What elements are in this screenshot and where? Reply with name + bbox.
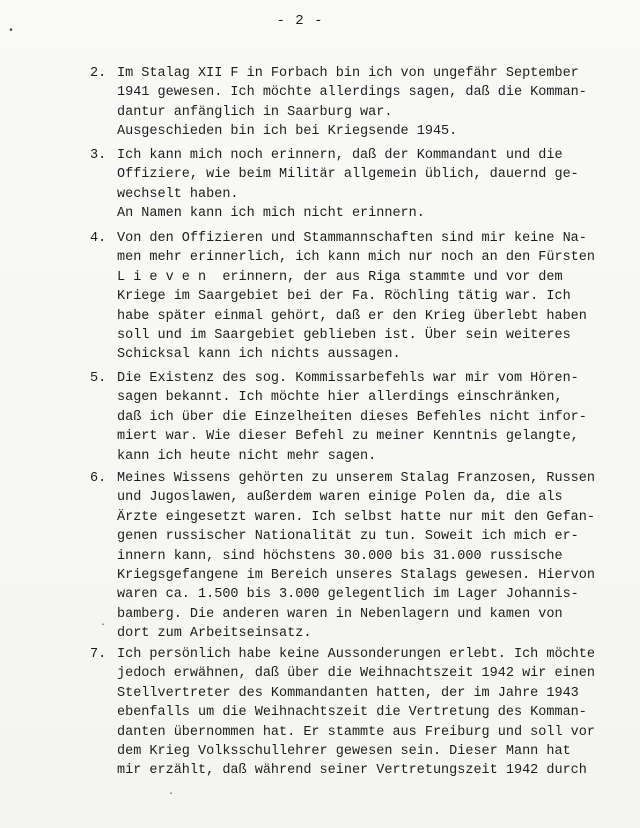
margin-mark: ·	[168, 789, 175, 800]
text-line: danten übernommen hat. Er stammte aus Freiburg und soll vor	[117, 724, 595, 740]
text-line: Stellvertreter des Kommandanten hatten, der im Jahre 1943	[117, 685, 579, 701]
text-line: An Namen kann ich mich nicht erinnern.	[117, 206, 425, 222]
text-line: men mehr erinnerlich, ich kann mich nur noch an den Fürsten	[117, 250, 595, 266]
text-line: miert war. Wie dieser Befehl zu meiner Kenntnis gelangte,	[117, 429, 579, 445]
margin-mark: •	[8, 26, 15, 37]
text-line: Von den Offizieren und Stammannschaften sind mir keine Na-	[117, 231, 587, 246]
text-line: sagen bekannt. Ich möchte hier allerdings einschränken,	[117, 390, 563, 406]
text-line: kann ich heute nicht mehr sagen.	[117, 448, 377, 464]
text-line: bamberg. Die anderen waren in Nebenlagern und kamen von	[117, 606, 563, 622]
text-line: dort zum Arbeitseinsatz.	[117, 626, 312, 642]
text-line: Ich kann mich noch erinnern, daß der Kommandant und die	[117, 148, 563, 163]
text-line: Ich persönlich habe keine Aussonderungen erlebt. Ich möchte	[117, 647, 595, 662]
paragraph-number: 7.	[90, 647, 107, 662]
text-line: dem Krieg Volksschullehrer gewesen sein. Dieser Mann hat	[117, 744, 571, 760]
text-line: innern kann, sind höchstens 30.000 bis 31.000 russische	[117, 548, 563, 564]
text-line: Offiziere, wie beim Militär allgemein üblich, dauernd ge-	[117, 167, 579, 183]
page-number: - 2 -	[276, 13, 324, 29]
text-line: Ärzte eingesetzt waren. Ich selbst hatte nur mit den Gefan-	[117, 509, 595, 525]
text-line: genen russischer Nationalität zu tun. Soweit ich mich er-	[117, 529, 579, 545]
text-line: Kriege im Saargebiet bei der Fa. Röchling tätig war. Ich	[117, 289, 571, 305]
text-line: Im Stalag XII F in Forbach bin ich von ungefähr September	[117, 66, 579, 81]
text-line: ebenfalls um die Weihnachtszeit die Vertretung des Komman-	[117, 705, 587, 721]
text-line: habe später einmal gehört, daß er den Krieg überlebt haben	[117, 308, 587, 324]
paragraph-number: 4.	[90, 231, 107, 246]
paragraph-number: 3.	[90, 148, 107, 163]
paragraph-number: 5.	[90, 371, 107, 386]
paragraph-number: 6.	[90, 471, 107, 486]
text-line: und Jugoslawen, außerdem waren einige Polen da, die als	[117, 490, 563, 506]
text-line: waren ca. 1.500 bis 3.000 gelegentlich im Lager Johannis-	[117, 587, 579, 603]
text-line: L i e v e n erinnern, der aus Riga stammte und vor dem	[117, 269, 563, 285]
text-line: Meines Wissens gehörten zu unserem Stalag Franzosen, Russen	[117, 471, 595, 486]
text-line: Kriegsgefangene im Bereich unseres Stalags gewesen. Hiervon	[117, 568, 595, 584]
text-line: Die Existenz des sog. Kommissarbefehls war mir vom Hören-	[117, 371, 579, 386]
paragraph-number: 2.	[90, 66, 107, 81]
text-line: wechselt haben.	[117, 186, 239, 202]
margin-mark: ·	[100, 620, 107, 631]
text-line: soll und im Saargebiet geblieben ist. Über sein weiteres	[117, 328, 571, 344]
text-line: jedoch erwähnen, daß über die Weihnachtszeit 1942 wir einen	[117, 666, 595, 682]
text-line: mir erzählt, daß während seiner Vertretungszeit 1942 durch	[117, 763, 587, 779]
text-line: daß ich über die Einzelheiten dieses Befehles nicht infor-	[117, 409, 587, 425]
text-line: Ausgeschieden bin ich bei Kriegsende 1945.	[117, 124, 458, 140]
text-line: Schicksal kann ich nichts aussagen.	[117, 347, 401, 363]
text-line: 1941 gewesen. Ich möchte allerdings sagen, daß die Komman-	[117, 85, 587, 101]
text-line: dantur anfänglich in Saarburg war.	[117, 104, 393, 120]
